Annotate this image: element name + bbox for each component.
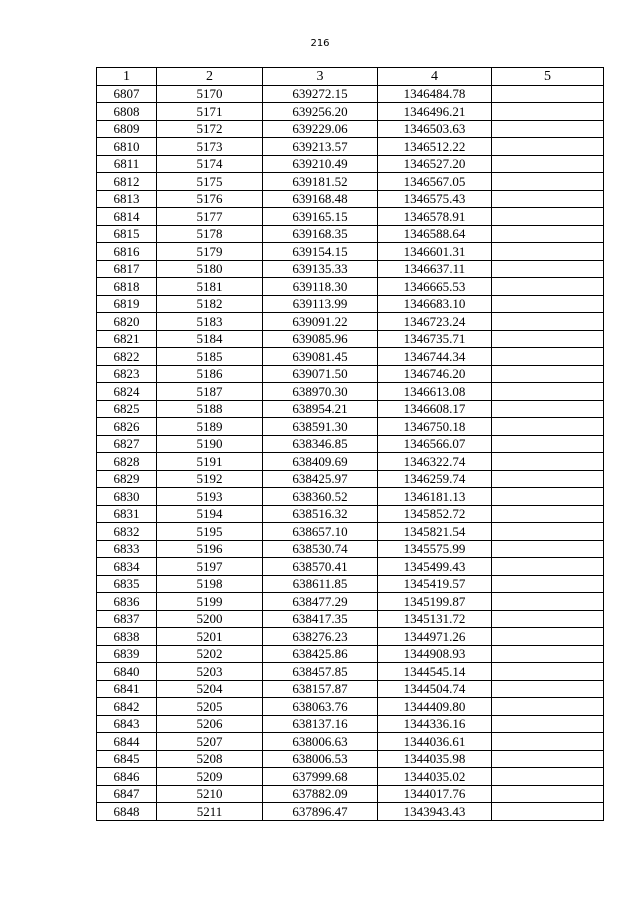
station-number-cell: 5182 — [157, 295, 263, 313]
x-coordinate-cell: 639181.52 — [263, 173, 378, 191]
point-number-cell: 6823 — [97, 365, 157, 383]
y-coordinate-cell: 1344908.93 — [378, 645, 492, 663]
point-number-cell: 6811 — [97, 155, 157, 173]
point-number-cell: 6814 — [97, 208, 157, 226]
station-number-cell: 5184 — [157, 330, 263, 348]
y-coordinate-cell: 1346637.11 — [378, 260, 492, 278]
note-cell — [492, 575, 604, 593]
table-body — [97, 85, 604, 820]
y-coordinate-cell: 1346578.91 — [378, 208, 492, 226]
x-coordinate-cell: 638570.41 — [263, 558, 378, 576]
station-number-cell: 5199 — [157, 593, 263, 611]
y-coordinate-cell: 1346744.34 — [378, 348, 492, 366]
table-row — [97, 120, 604, 138]
y-coordinate-cell: 1345419.57 — [378, 575, 492, 593]
table-row — [97, 523, 604, 541]
y-coordinate-cell: 1346735.71 — [378, 330, 492, 348]
table-row — [97, 558, 604, 576]
table-row — [97, 418, 604, 436]
point-number-cell: 6813 — [97, 190, 157, 208]
station-number-cell: 5196 — [157, 540, 263, 558]
table-row — [97, 138, 604, 156]
y-coordinate-cell: 1346484.78 — [378, 85, 492, 103]
point-number-cell: 6837 — [97, 610, 157, 628]
note-cell — [492, 383, 604, 401]
y-coordinate-cell: 1345821.54 — [378, 523, 492, 541]
note-cell — [492, 138, 604, 156]
x-coordinate-cell: 638006.63 — [263, 733, 378, 751]
x-coordinate-cell: 638006.53 — [263, 750, 378, 768]
note-cell — [492, 190, 604, 208]
y-coordinate-cell: 1346527.20 — [378, 155, 492, 173]
x-coordinate-cell: 639168.35 — [263, 225, 378, 243]
x-coordinate-cell: 639113.99 — [263, 295, 378, 313]
y-coordinate-cell: 1346683.10 — [378, 295, 492, 313]
y-coordinate-cell: 1344035.98 — [378, 750, 492, 768]
x-coordinate-cell: 638137.16 — [263, 715, 378, 733]
point-number-cell: 6828 — [97, 453, 157, 471]
table-row — [97, 663, 604, 681]
point-number-cell: 6824 — [97, 383, 157, 401]
table-row — [97, 278, 604, 296]
note-cell — [492, 243, 604, 261]
table-row — [97, 540, 604, 558]
station-number-cell: 5183 — [157, 313, 263, 331]
note-cell — [492, 278, 604, 296]
table-row — [97, 435, 604, 453]
y-coordinate-cell: 1346588.64 — [378, 225, 492, 243]
y-coordinate-cell: 1344017.76 — [378, 785, 492, 803]
note-cell — [492, 540, 604, 558]
note-cell — [492, 715, 604, 733]
table-row — [97, 575, 604, 593]
note-cell — [492, 103, 604, 121]
y-coordinate-cell: 1344409.80 — [378, 698, 492, 716]
point-number-cell: 6848 — [97, 803, 157, 821]
note-cell — [492, 295, 604, 313]
note-cell — [492, 470, 604, 488]
station-number-cell: 5171 — [157, 103, 263, 121]
x-coordinate-cell: 639118.30 — [263, 278, 378, 296]
table-row — [97, 505, 604, 523]
x-coordinate-cell: 638346.85 — [263, 435, 378, 453]
station-number-cell: 5189 — [157, 418, 263, 436]
x-coordinate-cell: 639071.50 — [263, 365, 378, 383]
coordinates-table — [96, 67, 604, 821]
point-number-cell: 6822 — [97, 348, 157, 366]
y-coordinate-cell: 1345199.87 — [378, 593, 492, 611]
note-cell — [492, 680, 604, 698]
note-cell — [492, 453, 604, 471]
x-coordinate-cell: 638157.87 — [263, 680, 378, 698]
point-number-cell: 6840 — [97, 663, 157, 681]
point-number-cell: 6833 — [97, 540, 157, 558]
point-number-cell: 6847 — [97, 785, 157, 803]
point-number-cell: 6838 — [97, 628, 157, 646]
point-number-cell: 6825 — [97, 400, 157, 418]
x-coordinate-cell: 638276.23 — [263, 628, 378, 646]
point-number-cell: 6844 — [97, 733, 157, 751]
table-row — [97, 243, 604, 261]
station-number-cell: 5201 — [157, 628, 263, 646]
x-coordinate-cell: 638591.30 — [263, 418, 378, 436]
x-coordinate-cell: 638457.85 — [263, 663, 378, 681]
x-coordinate-cell: 638516.32 — [263, 505, 378, 523]
note-cell — [492, 523, 604, 541]
note-cell — [492, 698, 604, 716]
point-number-cell: 6836 — [97, 593, 157, 611]
note-cell — [492, 330, 604, 348]
table-row — [97, 698, 604, 716]
station-number-cell: 5177 — [157, 208, 263, 226]
y-coordinate-cell: 1346567.05 — [378, 173, 492, 191]
point-number-cell: 6845 — [97, 750, 157, 768]
note-cell — [492, 593, 604, 611]
column-header-1: 1 — [97, 68, 157, 86]
x-coordinate-cell: 637882.09 — [263, 785, 378, 803]
column-header-5: 5 — [492, 68, 604, 86]
station-number-cell: 5209 — [157, 768, 263, 786]
note-cell — [492, 225, 604, 243]
station-number-cell: 5200 — [157, 610, 263, 628]
x-coordinate-cell: 639213.57 — [263, 138, 378, 156]
note-cell — [492, 418, 604, 436]
table-row — [97, 155, 604, 173]
point-number-cell: 6842 — [97, 698, 157, 716]
note-cell — [492, 488, 604, 506]
y-coordinate-cell: 1345131.72 — [378, 610, 492, 628]
point-number-cell: 6841 — [97, 680, 157, 698]
note-cell — [492, 785, 604, 803]
station-number-cell: 5188 — [157, 400, 263, 418]
y-coordinate-cell: 1346746.20 — [378, 365, 492, 383]
note-cell — [492, 173, 604, 191]
y-coordinate-cell: 1346259.74 — [378, 470, 492, 488]
x-coordinate-cell: 638477.29 — [263, 593, 378, 611]
table-row — [97, 628, 604, 646]
point-number-cell: 6835 — [97, 575, 157, 593]
table-row — [97, 733, 604, 751]
note-cell — [492, 435, 604, 453]
point-number-cell: 6817 — [97, 260, 157, 278]
station-number-cell: 5186 — [157, 365, 263, 383]
point-number-cell: 6815 — [97, 225, 157, 243]
note-cell — [492, 313, 604, 331]
note-cell — [492, 365, 604, 383]
x-coordinate-cell: 637896.47 — [263, 803, 378, 821]
point-number-cell: 6810 — [97, 138, 157, 156]
point-number-cell: 6831 — [97, 505, 157, 523]
note-cell — [492, 400, 604, 418]
y-coordinate-cell: 1346575.43 — [378, 190, 492, 208]
y-coordinate-cell: 1345852.72 — [378, 505, 492, 523]
note-cell — [492, 348, 604, 366]
point-number-cell: 6843 — [97, 715, 157, 733]
x-coordinate-cell: 638425.86 — [263, 645, 378, 663]
station-number-cell: 5210 — [157, 785, 263, 803]
y-coordinate-cell: 1344971.26 — [378, 628, 492, 646]
table-row — [97, 260, 604, 278]
note-cell — [492, 505, 604, 523]
station-number-cell: 5178 — [157, 225, 263, 243]
column-header-2: 2 — [157, 68, 263, 86]
note-cell — [492, 768, 604, 786]
note-cell — [492, 733, 604, 751]
note-cell — [492, 558, 604, 576]
point-number-cell: 6829 — [97, 470, 157, 488]
station-number-cell: 5176 — [157, 190, 263, 208]
point-number-cell: 6808 — [97, 103, 157, 121]
y-coordinate-cell: 1346181.13 — [378, 488, 492, 506]
y-coordinate-cell: 1346496.21 — [378, 103, 492, 121]
station-number-cell: 5174 — [157, 155, 263, 173]
x-coordinate-cell: 638409.69 — [263, 453, 378, 471]
point-number-cell: 6820 — [97, 313, 157, 331]
note-cell — [492, 628, 604, 646]
x-coordinate-cell: 638970.30 — [263, 383, 378, 401]
point-number-cell: 6832 — [97, 523, 157, 541]
x-coordinate-cell: 638530.74 — [263, 540, 378, 558]
note-cell — [492, 610, 604, 628]
point-number-cell: 6839 — [97, 645, 157, 663]
x-coordinate-cell: 638611.85 — [263, 575, 378, 593]
point-number-cell: 6812 — [97, 173, 157, 191]
station-number-cell: 5194 — [157, 505, 263, 523]
station-number-cell: 5172 — [157, 120, 263, 138]
x-coordinate-cell: 638417.35 — [263, 610, 378, 628]
table-row — [97, 680, 604, 698]
station-number-cell: 5202 — [157, 645, 263, 663]
station-number-cell: 5211 — [157, 803, 263, 821]
y-coordinate-cell: 1346665.53 — [378, 278, 492, 296]
table-row — [97, 190, 604, 208]
table-row — [97, 103, 604, 121]
page-number: 216 — [310, 38, 330, 49]
point-number-cell: 6809 — [97, 120, 157, 138]
note-cell — [492, 645, 604, 663]
point-number-cell: 6818 — [97, 278, 157, 296]
station-number-cell: 5180 — [157, 260, 263, 278]
x-coordinate-cell: 638954.21 — [263, 400, 378, 418]
station-number-cell: 5170 — [157, 85, 263, 103]
table-row — [97, 365, 604, 383]
y-coordinate-cell: 1346601.31 — [378, 243, 492, 261]
x-coordinate-cell: 638657.10 — [263, 523, 378, 541]
table-row — [97, 295, 604, 313]
table-row — [97, 593, 604, 611]
table-row — [97, 470, 604, 488]
point-number-cell: 6807 — [97, 85, 157, 103]
x-coordinate-cell: 639168.48 — [263, 190, 378, 208]
station-number-cell: 5175 — [157, 173, 263, 191]
table-row — [97, 330, 604, 348]
station-number-cell: 5185 — [157, 348, 263, 366]
station-number-cell: 5191 — [157, 453, 263, 471]
table-row — [97, 313, 604, 331]
note-cell — [492, 750, 604, 768]
x-coordinate-cell: 638063.76 — [263, 698, 378, 716]
y-coordinate-cell: 1346608.17 — [378, 400, 492, 418]
y-coordinate-cell: 1344036.61 — [378, 733, 492, 751]
note-cell — [492, 155, 604, 173]
table-row — [97, 785, 604, 803]
point-number-cell: 6826 — [97, 418, 157, 436]
x-coordinate-cell: 639229.06 — [263, 120, 378, 138]
point-number-cell: 6846 — [97, 768, 157, 786]
station-number-cell: 5207 — [157, 733, 263, 751]
point-number-cell: 6816 — [97, 243, 157, 261]
station-number-cell: 5181 — [157, 278, 263, 296]
y-coordinate-cell: 1346750.18 — [378, 418, 492, 436]
station-number-cell: 5204 — [157, 680, 263, 698]
y-coordinate-cell: 1344504.74 — [378, 680, 492, 698]
x-coordinate-cell: 639135.33 — [263, 260, 378, 278]
y-coordinate-cell: 1346322.74 — [378, 453, 492, 471]
table-row — [97, 85, 604, 103]
station-number-cell: 5187 — [157, 383, 263, 401]
station-number-cell: 5192 — [157, 470, 263, 488]
y-coordinate-cell: 1344336.16 — [378, 715, 492, 733]
y-coordinate-cell: 1344545.14 — [378, 663, 492, 681]
note-cell — [492, 663, 604, 681]
x-coordinate-cell: 639081.45 — [263, 348, 378, 366]
x-coordinate-cell: 639272.15 — [263, 85, 378, 103]
table-row — [97, 348, 604, 366]
station-number-cell: 5173 — [157, 138, 263, 156]
table-row — [97, 750, 604, 768]
x-coordinate-cell: 639085.96 — [263, 330, 378, 348]
note-cell — [492, 803, 604, 821]
x-coordinate-cell: 638360.52 — [263, 488, 378, 506]
table-row — [97, 645, 604, 663]
station-number-cell: 5206 — [157, 715, 263, 733]
table-row — [97, 173, 604, 191]
y-coordinate-cell: 1346503.63 — [378, 120, 492, 138]
x-coordinate-cell: 639165.15 — [263, 208, 378, 226]
station-number-cell: 5197 — [157, 558, 263, 576]
table-row — [97, 768, 604, 786]
point-number-cell: 6830 — [97, 488, 157, 506]
station-number-cell: 5198 — [157, 575, 263, 593]
station-number-cell: 5195 — [157, 523, 263, 541]
station-number-cell: 5179 — [157, 243, 263, 261]
column-header-3: 3 — [263, 68, 378, 86]
x-coordinate-cell: 639091.22 — [263, 313, 378, 331]
y-coordinate-cell: 1346613.08 — [378, 383, 492, 401]
y-coordinate-cell: 1344035.02 — [378, 768, 492, 786]
y-coordinate-cell: 1343943.43 — [378, 803, 492, 821]
table-row — [97, 610, 604, 628]
y-coordinate-cell: 1345499.43 — [378, 558, 492, 576]
table-row — [97, 488, 604, 506]
table-row — [97, 453, 604, 471]
station-number-cell: 5205 — [157, 698, 263, 716]
station-number-cell: 5203 — [157, 663, 263, 681]
x-coordinate-cell: 637999.68 — [263, 768, 378, 786]
note-cell — [492, 208, 604, 226]
table-row — [97, 208, 604, 226]
table-row — [97, 383, 604, 401]
point-number-cell: 6821 — [97, 330, 157, 348]
note-cell — [492, 85, 604, 103]
table-row — [97, 715, 604, 733]
x-coordinate-cell: 639210.49 — [263, 155, 378, 173]
table-row — [97, 803, 604, 821]
station-number-cell: 5193 — [157, 488, 263, 506]
header-row — [97, 68, 604, 86]
x-coordinate-cell: 639154.15 — [263, 243, 378, 261]
point-number-cell: 6834 — [97, 558, 157, 576]
point-number-cell: 6827 — [97, 435, 157, 453]
column-header-4: 4 — [378, 68, 492, 86]
station-number-cell: 5208 — [157, 750, 263, 768]
y-coordinate-cell: 1345575.99 — [378, 540, 492, 558]
point-number-cell: 6819 — [97, 295, 157, 313]
station-number-cell: 5190 — [157, 435, 263, 453]
y-coordinate-cell: 1346566.07 — [378, 435, 492, 453]
note-cell — [492, 120, 604, 138]
y-coordinate-cell: 1346512.22 — [378, 138, 492, 156]
table-row — [97, 225, 604, 243]
table-row — [97, 400, 604, 418]
x-coordinate-cell: 639256.20 — [263, 103, 378, 121]
x-coordinate-cell: 638425.97 — [263, 470, 378, 488]
y-coordinate-cell: 1346723.24 — [378, 313, 492, 331]
note-cell — [492, 260, 604, 278]
